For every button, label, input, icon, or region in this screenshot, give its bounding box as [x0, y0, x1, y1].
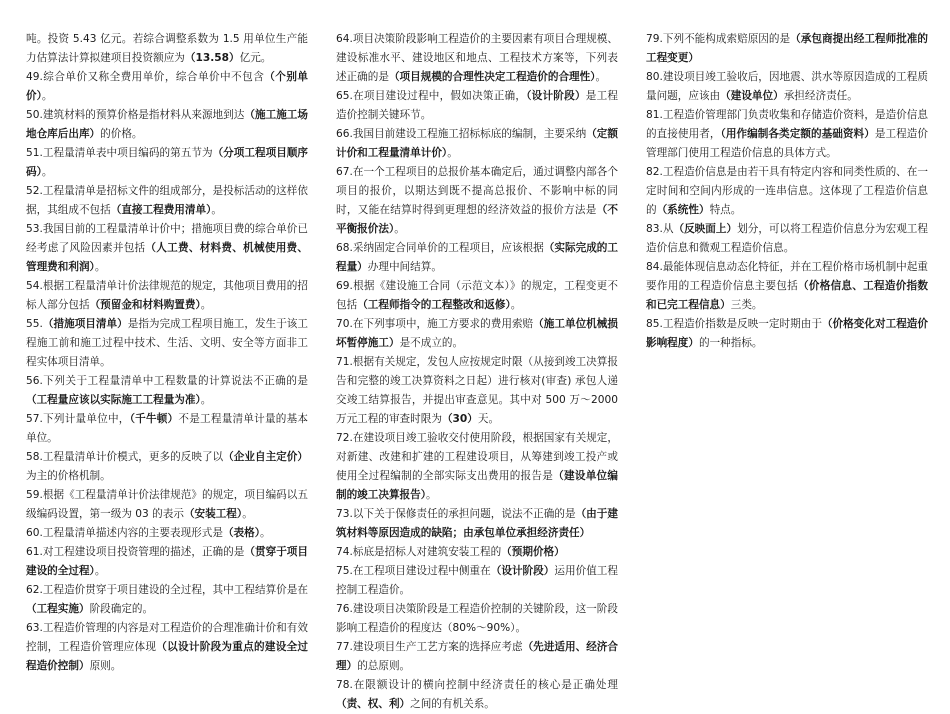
question-text: 60.工程量清单描述内容的主要表现形式是 [26, 527, 223, 539]
answer-text: （承包商提出经工程师批准的工程变更） [646, 33, 929, 64]
answer-text: （不平衡报价法） [336, 204, 619, 235]
question-text: 52.工程量清单是招标文件的组成部分，是投标活动的这样依据，其组成不包括 [26, 185, 308, 216]
question-item [26, 619, 308, 676]
question-item [26, 182, 308, 220]
question-item [26, 524, 308, 543]
question-item [336, 505, 618, 543]
question-text: 76.建设项目决策阶段是工程造价控制的关键阶段，这一阶段影响工程造价的程度达（80%～90%）。 [336, 603, 618, 634]
question-text: 。 [94, 565, 106, 577]
question-item [26, 68, 308, 106]
question-text: 73.以下关于保修责任的承担问题，说法不正确的是 [336, 508, 576, 520]
question-item [26, 448, 308, 486]
answer-text: （贯穿于项目建设的全过程） [26, 546, 308, 577]
question-text: 72.在建设项目竣工验收交付使用阶段，根据国家有关规定，对新建、改建和扩建的工程建设项目，从筹建到竣工投产或使用全过程编制的全部实际支出费用的报告是 [336, 432, 618, 482]
question-item [646, 106, 928, 163]
question-text: 阶段确定的。 [89, 603, 154, 615]
answer-text: （13.58） [184, 52, 240, 64]
answer-text: （人工费、材料费、机械使用费、管理费和利润） [26, 242, 309, 273]
text-column-right [646, 30, 928, 672]
question-item [26, 486, 308, 524]
answer-text: （30） [441, 413, 478, 425]
question-text: 81.工程造价管理部门负责收集和存储造价资料，是造价信息的直接使用者， [646, 109, 928, 140]
question-text: 64.项目决策阶段影响工程造价的主要因素有项目合理规模、建设标准水平、建设地区和地点、工程技术方案等，下列表述正确的是 [336, 33, 618, 83]
question-text: 69.根据《建设施工合同（示范文本）》的规定，工程变更不包括 [336, 280, 618, 311]
question-item [336, 125, 618, 163]
question-text: 77.建设项目生产工艺方案的选择应考虑 [336, 641, 523, 653]
question-item [336, 429, 618, 505]
answer-text: （千牛顿） [129, 413, 179, 425]
question-item [26, 410, 308, 448]
question-item [26, 581, 308, 619]
question-text: 62.工程造价贯穿于项目建设的全过程，其中工程结算价是在 [26, 584, 308, 596]
answer-text: （工程师指令的工程整改和返修） [357, 299, 511, 311]
question-text: 。 [41, 90, 53, 102]
question-item [336, 353, 618, 429]
question-item [336, 163, 618, 239]
answer-text: （系统性） [656, 204, 710, 216]
answer-text: （先进适用、经济合理） [336, 641, 619, 672]
question-text: 的一种指标。 [698, 337, 763, 349]
answer-text: （个别单价） [26, 71, 308, 102]
question-text: 51.工程量清单表中项目编码的第五节为 [26, 147, 213, 159]
question-text: 是不成立的。 [399, 337, 464, 349]
question-text: 71.根据有关规定，发包人应按规定时限（从接到竣工决算报告和完整的竣工决算资料之日起）进行核对(审查) 承包人递交竣工结算报告，并提出审查意见。其中对 500 万～2000 万元工程的审查时限为 [336, 356, 618, 425]
answer-text: （建设单位编制的竣工决算报告） [336, 470, 618, 501]
question-text: 。 [200, 299, 212, 311]
answer-text: （定额计价和工程量清单计价） [336, 128, 618, 159]
question-text: 为主的价格机制。 [26, 470, 111, 482]
question-item [646, 163, 928, 220]
answer-text: （工程量应该以实际施工工程量为准） [26, 394, 201, 406]
question-item [26, 277, 308, 315]
question-text: 。 [510, 299, 522, 311]
question-text: 80.建设项目竣工验收后，因地震、洪水等原因造成的工程质量问题，应该由 [646, 71, 928, 102]
answer-text: （预留金和材料购置费） [89, 299, 201, 311]
question-text: 55. [26, 318, 43, 330]
question-text: 66.我国目前建设工程施工招标标底的编制，主要采纳 [336, 128, 587, 140]
question-item [646, 68, 928, 106]
question-item [26, 30, 308, 68]
question-text: 不是工程量清单计量的基本单位。 [26, 413, 309, 444]
question-text: 78.在限额设计的横向控制中经济责任的核心是正确处理 [336, 679, 618, 691]
answer-text: （设计阶段） [526, 90, 586, 102]
text-column-left [26, 30, 308, 672]
question-text: 85.工程造价指数是反映一定时期由于 [646, 318, 822, 330]
question-text: 59.根据《工程量清单计价法律规范》的规定，项目编码以五级编码设置，第一级为 03 的表示 [26, 489, 308, 520]
question-text: 。 [426, 489, 437, 501]
question-text: 原则。 [89, 660, 122, 672]
question-item [26, 220, 308, 277]
text-column-middle [336, 30, 619, 710]
answer-text: （安装工程） [183, 508, 243, 520]
question-text: 68.采纳固定合同单价的工程项目，应该根据 [336, 242, 544, 254]
question-text: 天。 [477, 413, 500, 425]
question-text: 运用价值工程控制工程造价。 [336, 565, 618, 596]
question-text: 82.工程造价信息是由若干具有特定内容和同类性质的、在一定时间和空间内形成的一连串信息。这体现了工程造价信息的 [646, 166, 928, 216]
answer-text: （直接工程费用清单） [110, 204, 212, 216]
question-text: 承担经济责任。 [783, 90, 858, 102]
question-text: 74.标底是招标人对建筑安装工程的 [336, 546, 502, 558]
question-item [646, 315, 928, 353]
question-item [336, 600, 618, 638]
question-text: 。 [200, 394, 212, 406]
question-text: 是工程造价控制关键环节。 [336, 90, 618, 121]
question-item [336, 638, 618, 676]
question-text: 。 [41, 166, 53, 178]
question-item [646, 30, 928, 68]
answer-text: （用作编制各类定额的基础资料） [720, 128, 875, 140]
question-item [336, 87, 618, 125]
answer-text: （企业自主定价） [223, 451, 308, 463]
question-item [26, 372, 308, 410]
answer-text: （施工单位机械损坏暂停施工） [336, 318, 618, 349]
question-item [336, 676, 618, 714]
answer-text: （施工施工场地仓库后出库） [26, 109, 308, 140]
question-item [336, 562, 618, 600]
question-item [336, 239, 618, 277]
answer-text: （建设单位） [720, 90, 784, 102]
answer-text: （措施项目清单） [42, 318, 128, 330]
question-text: 。 [211, 204, 222, 216]
answer-text: （分项工程项目顺序码） [26, 147, 309, 178]
question-item [336, 543, 618, 562]
question-text: 办理中间结算。 [367, 261, 442, 273]
question-text: 57.下列计量单位中， [26, 413, 130, 425]
question-item [26, 315, 308, 372]
question-text: 79.下列不能构成索赔原因的是 [646, 33, 791, 45]
question-item [336, 315, 618, 353]
question-text: 61.对工程建设项目投资管理的描述，正确的是 [26, 546, 245, 558]
answer-text: （价格信息、工程造价指数和已完工程信息） [646, 280, 929, 311]
question-text: 49.综合单价又称全费用单价，综合单价中不包含 [26, 71, 265, 83]
answer-text: （工程实施） [26, 603, 90, 615]
question-text: 是工程造价管理部门使用工程造价信息的具体方式。 [646, 128, 929, 159]
question-text: 50.建筑材料的预算价格是指材料从来源地到达 [26, 109, 245, 121]
question-item [336, 30, 618, 87]
question-item [646, 258, 928, 315]
question-text: 三类。 [730, 299, 763, 311]
question-text: 。 [242, 508, 253, 520]
question-text: 。 [394, 223, 405, 235]
question-text: 吨。投资 5.43 亿元。若综合调整系数为 1.5 用单位生产能力估算法计算拟建项目投资额应为 [26, 33, 308, 64]
question-text: 之间的有机关系。 [410, 698, 495, 710]
question-text: 是指为完成工程项目施工，发生于该工程施工前和施工过程中技术、生活、文明、安全等方面非工程实体项目清单。 [26, 318, 309, 368]
question-text: 83.从 [646, 223, 674, 235]
answer-text: （实际完成的工程量） [336, 242, 618, 273]
question-text: 56.下列关于工程量清单中工程数量的计算说法不正确的是 [26, 375, 308, 387]
answer-text: （项目规模的合理性决定工程造价的合理性） [388, 71, 596, 83]
question-text: 划分，可以将工程造价信息分为宏观工程造价信息和微观工程造价信息。 [646, 223, 928, 254]
question-text: 54.根据工程量清单计价法律规范的规定，其他项目费用的招标人部分包括 [26, 280, 308, 311]
question-text: 70.在下列事项中，施工方要求的费用索赔 [336, 318, 534, 330]
question-item [336, 277, 618, 315]
question-text: 75.在工程项目建设过程中侧重在 [336, 565, 491, 577]
answer-text: （责、权、利） [336, 698, 411, 710]
question-item [26, 106, 308, 144]
question-text: 。 [447, 147, 458, 159]
question-text: 67.在一个工程项目的总报价基本确定后，通过调整内部各个项目的报价，以期达到既不提高总报价、不影响中标的同时，又能在结算时得到更理想的经济效益的报价方法是 [336, 166, 618, 216]
answer-text: （反映面上） [673, 223, 738, 235]
question-text: 53.我国目前的工程量清单计价中；措施项目费的综合单价已经考虑了风险因素并包括 [26, 223, 308, 254]
question-item [26, 144, 308, 182]
question-text: 65.在项目建设过程中，假如决策正确， [336, 90, 527, 102]
question-text: 的价格。 [100, 128, 143, 140]
answer-text: （以设计阶段为重点的建设全过程造价控制） [26, 641, 309, 672]
question-text: 亿元。 [239, 52, 272, 64]
answer-text: （预期价格） [501, 546, 565, 558]
question-text: 特点。 [709, 204, 742, 216]
question-item [26, 543, 308, 581]
question-text: 63.工程造价管理的内容是对工程造价的合理准确计价和有效控制，工程造价管理应体现 [26, 622, 308, 653]
question-item [646, 220, 928, 258]
question-text: 。 [260, 527, 271, 539]
answer-text: （设计阶段） [490, 565, 555, 577]
question-text: 84.最能体现信息动态化特征，并在工程价格市场机制中起重要作用的工程造价信息主要包括 [646, 261, 928, 292]
answer-text: （由于建筑材料等原因造成的缺陷；由承包单位承担经济责任） [336, 508, 618, 539]
question-text: 。 [595, 71, 607, 83]
question-text: 的总原则。 [357, 660, 411, 672]
answer-text: （价格变化对工程造价影响程度） [646, 318, 928, 349]
question-text: 58.工程量清单计价模式，更多的反映了以 [26, 451, 224, 463]
answer-text: （表格） [222, 527, 261, 539]
question-text: 。 [94, 261, 106, 273]
